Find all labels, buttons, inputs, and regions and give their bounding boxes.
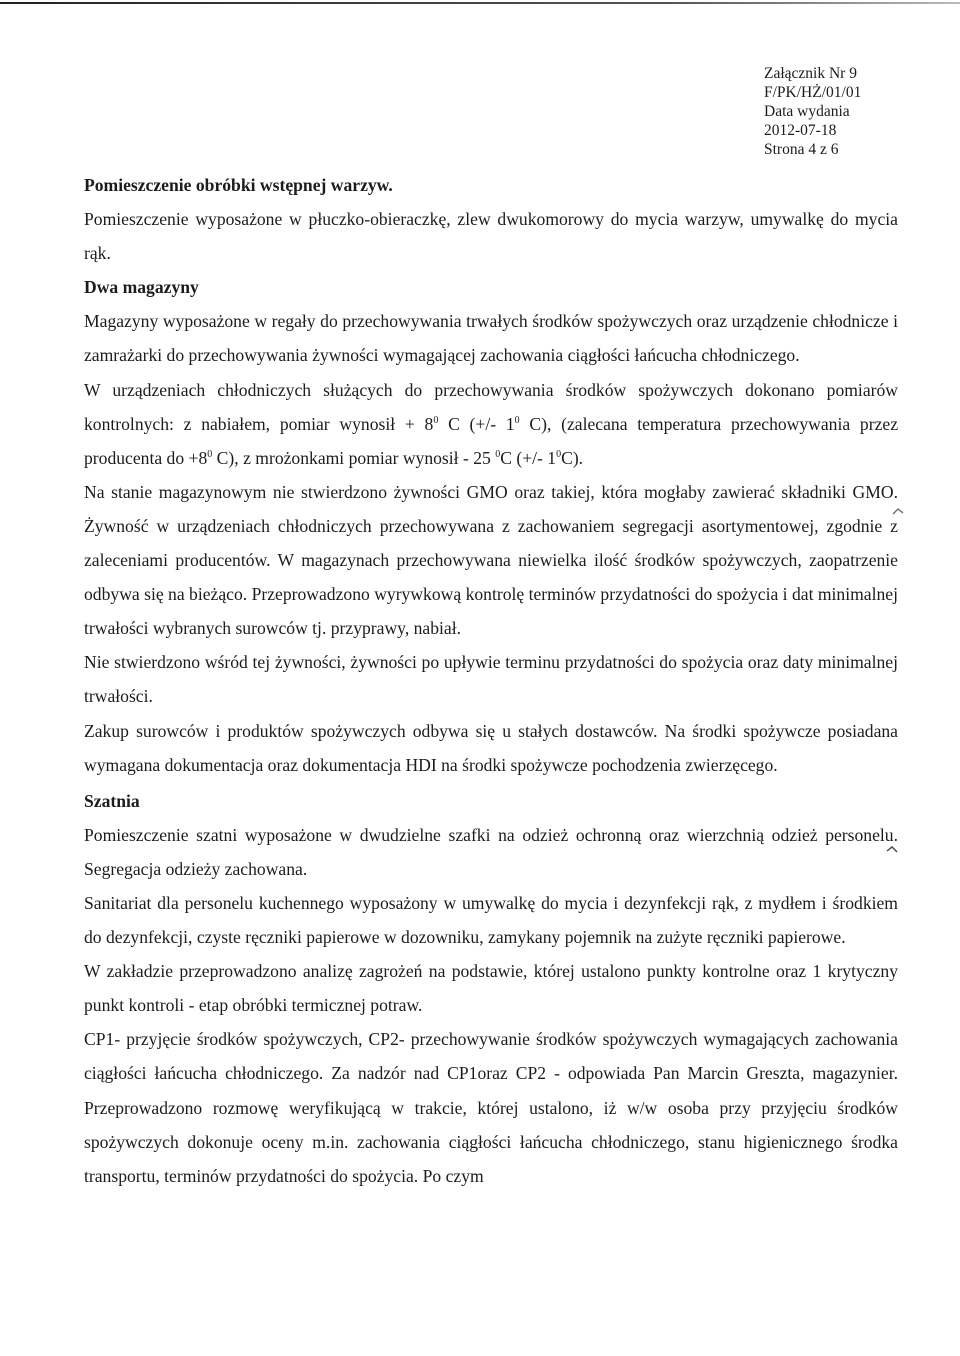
paragraph-expiry: Nie stwierdzono wśród tej żywności, żywności po upływie terminu przydatności do spożycia oraz daty minimalnej trwałości. bbox=[84, 652, 898, 707]
section-title-vegetables: Pomieszczenie obróbki wstępnej warzyw. bbox=[84, 175, 393, 195]
pencil-mark-icon bbox=[886, 846, 898, 854]
paragraph-vegetables: Pomieszczenie wyposażone w płuczko-obieraczkę, zlew dwukomorowy do mycia warzyw, umywalkę do mycia rąk. bbox=[84, 209, 898, 264]
attachment-number: Załącznik Nr 9 bbox=[764, 65, 857, 82]
paragraph-cooling-measurements: W urządzeniach chłodniczych służących do przechowywania środków spożywczych dokonano pomiarów kontrolnych: z nabiałem, pomiar wynosił + $8^0$ C (+/- $1^0$ C), (zalecana temperatura przechowywania przez producenta do $+8^0$ C), z mrożonkami pomiar wynosił - 25 $^0$C (+/- $1^0C$). bbox=[84, 379, 898, 468]
paragraph-locker-room: Pomieszczenie szatni wyposażone w dwudzielne szafki na odzież ochronną oraz wierzchnią odzież personelu. Segregacja odzieży zachowana. bbox=[84, 824, 898, 879]
paragraph-purchasing: Zakup surowców i produktów spożywczych odbywa się u stałych dostawców. Na środki spożywcze posiadana wymagana dokumentacja oraz dokumentacja HDI na środki spożywcze pochodzenia zwierzęcego. bbox=[84, 720, 898, 775]
document-body bbox=[84, 168, 898, 1193]
document-header bbox=[764, 64, 861, 159]
issue-date: 2012-07-18 bbox=[764, 122, 837, 139]
paragraph-storage: Magazyny wyposażone w regały do przechowywania trwałych środków spożywczych oraz urządzenie chłodnicze i zamrażarki do przechowywania żywności wymagającej zachowania ciągłości łańcucha chłodniczego. bbox=[84, 311, 898, 366]
section-title-storage: Dwa magazyny bbox=[84, 277, 199, 298]
document-code: F/PK/HŻ/01/01 bbox=[764, 84, 862, 101]
page-number: Strona 4 z 6 bbox=[764, 141, 839, 158]
scan-top-edge bbox=[0, 2, 960, 4]
paragraph-gmo: Na stanie magazynowym nie stwierdzono żywności GMO oraz takiej, która mogłaby zawierać składniki GMO. Żywność w urządzeniach chłodniczych przechowywana z zachowaniem segregacji asortymentowej, zgodnie z zaleceniami producentów. W magazynach przechowywana niewielka ilość środków spożywczych, zaopatrzenie odbywa się na bieżąco. Przeprowadzono wyrywkową kontrolę terminów przydatności do spożycia i dat minimalnej trwałości wybranych surowców tj. przyprawy, nabiał. bbox=[84, 481, 898, 639]
issue-date-label: Data wydania bbox=[764, 103, 850, 120]
section-title-locker-room: Szatnia bbox=[84, 790, 140, 811]
pencil-mark-icon bbox=[892, 508, 904, 516]
paragraph-sanitary: Sanitariat dla personelu kuchennego wyposażony w umywalkę do mycia i dezynfekcji rąk, z mydłem i środkiem do dezynfekcji, czyste ręczniki papierowe w dozowniku, zamykany pojemnik na zużyte ręczniki papierowe. bbox=[84, 892, 898, 948]
paragraph-control-points: CP1- przyjęcie środków spożywczych, CP2- przechowywanie środków spożywczych wymagających zachowania ciągłości łańcucha chłodniczego. Za nadzór nad CP1oraz CP2 - odpowiada Pan Marcin Greszta, magazynier. Przeprowadzono rozmowę weryfikującą w trakcie, której ustalono, iż w/w osoba przy przyjęciu środków spożywczych dokonuje oceny m.in. zachowania ciągłości łańcucha chłodniczego, stanu higienicznego środka transportu, terminów przydatności do spożycia. Po czym bbox=[84, 1029, 898, 1186]
paragraph-haccp: W zakładzie przeprowadzono analizę zagrożeń na podstawie, której ustalono punkty kontrolne oraz 1 krytyczny punkt kontroli - etap obróbki termicznej potraw. bbox=[84, 961, 898, 1016]
